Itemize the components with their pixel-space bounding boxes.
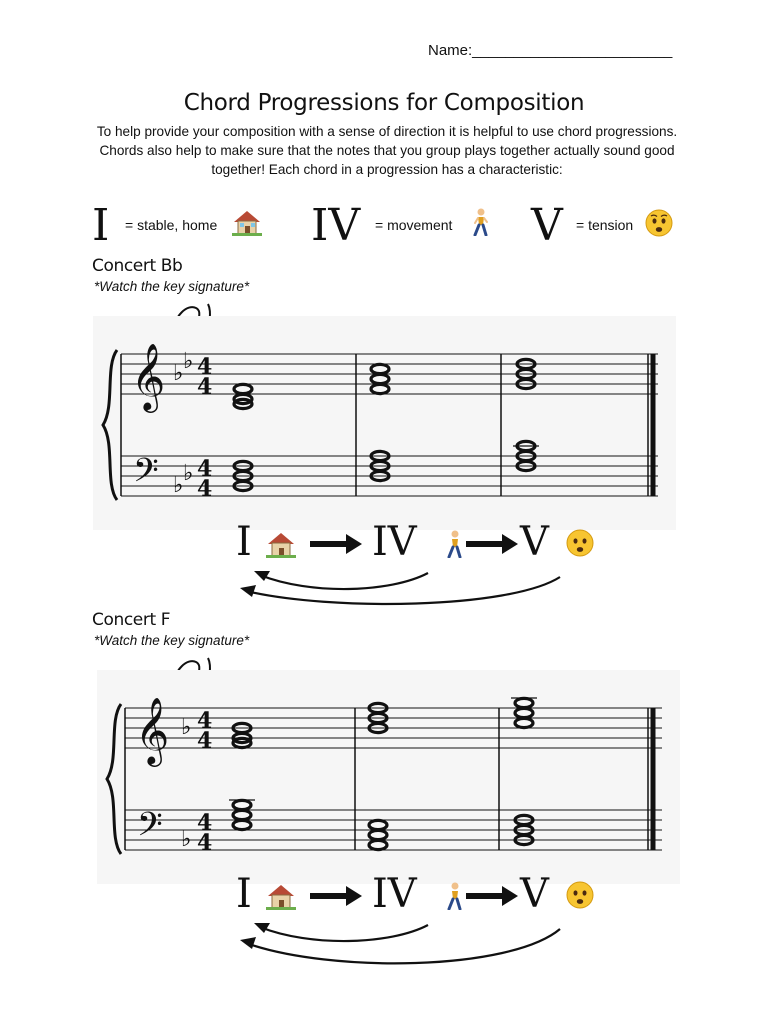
- walking-person-icon: [472, 208, 490, 240]
- arrow-right-icon: [310, 886, 362, 906]
- svg-text:4: 4: [197, 810, 213, 836]
- progression-numeral-v: V: [520, 519, 549, 565]
- svg-text:4: 4: [197, 374, 213, 400]
- progression-row: [0, 872, 768, 982]
- score-concert-bb: [93, 316, 676, 530]
- svg-text:4: 4: [197, 830, 213, 856]
- svg-text:𝄢: 𝄢: [137, 806, 163, 852]
- svg-text:♭: ♭: [183, 349, 194, 374]
- return-arrows: [230, 917, 580, 977]
- legend-label-iv: = movement: [375, 217, 453, 233]
- score-concert-f: [97, 670, 680, 884]
- progression-numeral-iv: IV: [372, 871, 417, 917]
- svg-text:4: 4: [197, 476, 213, 502]
- svg-text:♭: ♭: [173, 361, 184, 386]
- legend-label-i: = stable, home: [125, 217, 218, 233]
- svg-text:𝄞: 𝄞: [135, 696, 170, 764]
- arrow-right-icon: [466, 886, 518, 906]
- progression-numeral-i: I: [236, 519, 252, 565]
- section-note: *Watch the key signature*: [94, 633, 250, 648]
- name-field-label: Name:________________________: [428, 42, 673, 59]
- legend-numeral-i: I: [92, 200, 110, 251]
- section-note: *Watch the key signature*: [94, 279, 250, 294]
- walking-person-icon: [446, 882, 464, 914]
- progression-row: [0, 520, 768, 610]
- svg-text:4: 4: [197, 708, 213, 734]
- return-arrows: [230, 565, 580, 610]
- svg-text:♭: ♭: [181, 715, 192, 740]
- svg-text:♭: ♭: [181, 827, 192, 852]
- house-icon: [266, 882, 296, 914]
- svg-text:4: 4: [197, 456, 213, 482]
- svg-text:4: 4: [197, 354, 213, 380]
- legend-numeral-v: V: [531, 200, 563, 251]
- page-title: Chord Progressions for Composition: [183, 90, 585, 116]
- house-icon: [232, 208, 262, 240]
- section-title: Concert F: [92, 610, 171, 630]
- legend: [0, 200, 768, 250]
- worried-face-icon: [645, 209, 673, 241]
- intro-paragraph: To help provide your composition with a sense of direction it is helpful to use chord progressions. Chords also help to make sure that the notes that you group plays together actually sound good together! Each chord in a progression has a characteristic:: [96, 124, 678, 177]
- svg-text:♭: ♭: [183, 461, 194, 486]
- legend-label-v: = tension: [576, 217, 634, 233]
- progression-numeral-v: V: [520, 871, 549, 917]
- svg-text:♭: ♭: [173, 473, 184, 498]
- house-icon: [266, 530, 296, 562]
- arrow-right-icon: [466, 534, 518, 554]
- worried-face-icon: [566, 881, 594, 913]
- svg-text:4: 4: [197, 728, 213, 754]
- progression-numeral-i: I: [236, 871, 252, 917]
- legend-numeral-iv: IV: [311, 200, 361, 251]
- section-title: Concert Bb: [92, 256, 183, 276]
- svg-text:𝄢: 𝄢: [133, 452, 159, 498]
- arrow-right-icon: [310, 534, 362, 554]
- worried-face-icon: [566, 529, 594, 561]
- progression-numeral-iv: IV: [372, 519, 417, 565]
- walking-person-icon: [446, 530, 464, 562]
- svg-text:𝄞: 𝄞: [131, 342, 166, 410]
